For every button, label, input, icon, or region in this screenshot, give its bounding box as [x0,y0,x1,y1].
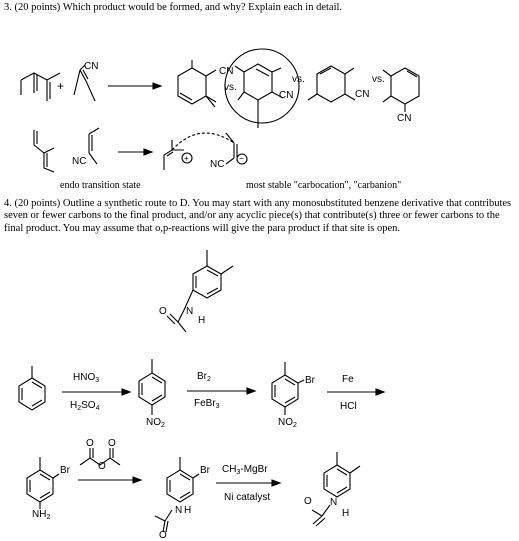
vs-label-1: vs. [224,82,237,93]
br-label-2: Br [60,465,70,476]
stable-caption: most stable "carbocation", "carbanion" [246,180,402,191]
amine-label: $NH_2$ [32,509,51,521]
product-3 [308,66,355,102]
nc-label-ts: NC [210,159,225,170]
step5-top: $CH_3$-MgBr [222,464,268,476]
cn-label-p3: CN [355,89,370,100]
anhydride-o-1: O [86,438,94,449]
target-o-label: O [159,306,167,317]
cn-label-p2: CN [279,90,294,101]
svg-text:+: + [57,79,65,93]
bromo-nitrotoluene [272,362,304,415]
dienophile-2 [89,128,99,164]
step2-top: $Br_2$ [197,371,211,383]
vs-label-3: vs. [372,74,385,85]
step3-bottom: HCl [340,401,357,412]
cn-label-p1: CN [219,66,234,77]
final-h-label: H [342,508,350,519]
toluene [19,366,45,410]
step2-bottom: FeBr$_3$ [194,398,220,410]
vs-label-2: vs. [292,74,305,85]
target-n-label: N [186,306,194,317]
bromo-toluidine [27,457,59,509]
final-n-label: N [330,497,338,508]
q4-prompt: 4. (20 points) Outline a synthetic route to D. You may start with any monosubstituted benzene derivative that contributes seven or fewer carbons to the final product, and/or any acyclic piece(s) that contribute(s) three or fewer carbons to the final product. You may assume that o,p-reactions will give the para product if that site is open. [4,198,512,234]
br-label-3: Br [200,465,210,476]
anhydride-o-3: O [108,438,116,449]
nitro-label-1: $NO_2$ [146,417,165,429]
step3-top: Fe [342,374,354,385]
product-2 [235,64,283,128]
amide-n-label: N [175,505,183,516]
anhydride-o-2: O [98,461,106,472]
amide-o-label: O [159,530,167,541]
q3-prompt: 3. (20 points) Which product would be formed, and why? Explain each in detail. [4,2,343,13]
product-4 [383,68,419,112]
plus-charge: + [184,154,189,163]
diene-2 [34,130,54,172]
cn-label-p4: CN [397,113,412,124]
bromo-acetanilide [155,457,199,532]
endo-caption: endo transition state [60,180,141,191]
diene-structure [21,73,60,101]
nc-label-dienophile: NC [72,156,87,167]
final-product [312,452,360,526]
target-h-label: H [198,315,206,326]
nitro-label-2: $NO_2$ [278,417,297,429]
final-o-label: O [304,496,312,507]
product-1 [178,60,216,107]
br-label-1: Br [305,375,315,386]
endo-ts [164,133,247,170]
cn-label-dienophile: CN [84,61,99,72]
p-nitrotoluene [139,359,165,415]
step5-bottom: Ni catalyst [224,492,271,503]
step1-bottom: $H_2SO_4$ [70,400,100,412]
step1-top: $HNO_3$ [73,372,100,384]
minus-charge: − [239,154,244,163]
amide-h-label: H [184,505,192,516]
